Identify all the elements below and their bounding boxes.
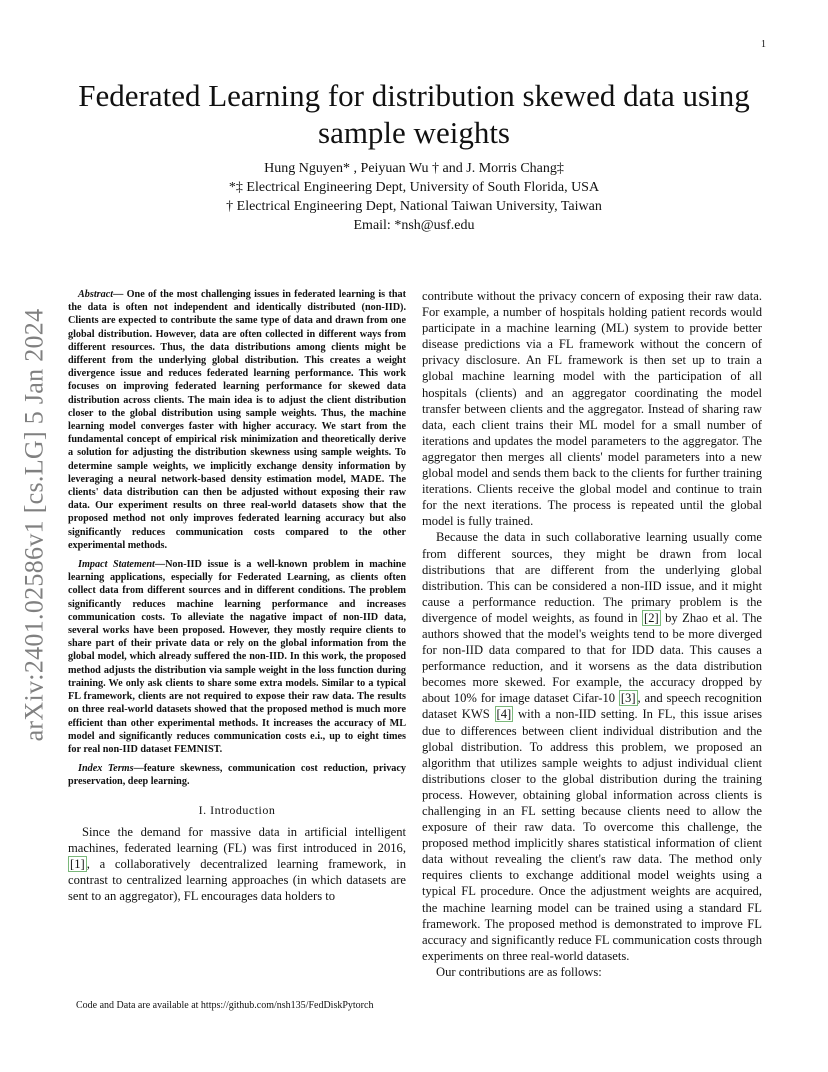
impact-statement xyxy=(68,558,406,756)
right-paragraph-1: contribute without the privacy concern of exposing their raw data. For example, a number of hospitals holding patient records would participate in a machine learning (ML) system to provide better disease predictions via a FL framework without the concern of privacy disclosure. An FL framework is then set up to train a global machine learning model with the participation of all hospitals (clients) and an aggregator coordinating the model transfer between clients and the aggregator. Instead of sharing raw data, each client trains their ML model for a small number of iterations and updates the model parameters to the aggregator. The aggregator then merges all clients' model parameters into a new global model and sends them back to the clients for further training iterations. Clients receive the global model and continue to train for the next iterations. The process is repeated until the global model is fully trained. xyxy=(422,289,762,529)
citation-link[interactable]: [1] xyxy=(70,856,85,871)
author-block xyxy=(60,159,768,235)
index-terms-label: Index Terms xyxy=(78,763,134,775)
right-text-d: with a non-IID setting. In FL, this issue arises due to differences between client individual distribution and the global distribution. To address this problem, we proposed an algorithm that utilizes sample weights to adjust individual client distributions closer to the global distribution during the training process. However, obtaining global information across clients is challenging in an FL setting because clients need to allow the exposure of their raw data. To overcome this challenge, the proposed method implicitly shares statistical information of client data without revealing the client's raw data. The method only requires clients to exchange additional model weights using a typical FL procedure. Once the adjustment weights are acquired, the machine learning model can be trained using a standard FL framework. The proposed method is demonstrated to improve FL accuracy and significantly reduce FL communication costs through experiments on three real-world datasets. xyxy=(422,707,762,963)
affiliation-usf: *‡ Electrical Engineering Dept, University of South Florida, USA xyxy=(228,180,600,195)
footnote: Code and Data are available at https://github.com/nsh135/FedDiskPytorch xyxy=(76,1000,374,1011)
impact-text: —Non-IID issue is a well-known problem in machine learning applications, especially for Federated Learning, as clients often collect data from different sources and in different conditions. The problem significantly reduces machine learning performance and increases communication costs. To alleviate the nagative impact of non-IID data, several works have been proposed. However, they mostly require clients to share part of their private data or rely on the global information from the global model, which already suffered the non-IID. In this work, the proposed method adjusts the distribution via sample weight in the loss function during training. We only ask clients to share some extra models. Similar to a typical FL framework, clients are not required to expose their raw data. The results on three real-world datasets showed that the proposed method is much more efficient than other experimental methods. It increases the accuracy of ML model and significantly reduces communication costs e.i., up to eight times for real non-IID dataset FEMNIST. xyxy=(68,559,406,755)
affiliation-ntu: † Electrical Engineering Dept, National Taiwan University, Taiwan xyxy=(226,199,602,214)
paper-title: Federated Learning for distribution skewed data using sample weights xyxy=(78,78,750,150)
page-number: 1 xyxy=(761,39,766,50)
citation-link[interactable]: [2] xyxy=(644,610,659,625)
citation-link[interactable]: [4] xyxy=(496,707,512,722)
intro-text-b: , a collaboratively decentralized learning framework, in contrast to centralized learning approaches (in which datasets are sent to an aggregator), FL encourages data holders to xyxy=(68,856,406,903)
index-terms xyxy=(68,762,406,788)
right-paragraph-2 xyxy=(422,529,762,964)
author-names: Hung Nguyen* , Peiyuan Wu † and J. Morris Chang‡ xyxy=(264,161,564,176)
arxiv-identifier xyxy=(20,295,48,755)
right-paragraph-3: Our contributions are as follows: xyxy=(436,964,602,979)
left-column xyxy=(68,288,406,904)
abstract xyxy=(68,288,406,552)
right-text-b: by Zhao et al. The authors showed that the model's weights tend to be more diverged for non-IID data compared to that for IDD data. This causes a performance reduction, and it worsens as the data distribution becomes more skewed. For example, the accuracy dropped by about 10% for image dataset Cifar-10 xyxy=(422,610,762,706)
intro-text-a: Since the demand for massive data in artificial intelligent machines, federated learning (FL) was first introduced in 2016, xyxy=(68,824,406,855)
intro-paragraph-1 xyxy=(68,824,406,904)
abstract-label: Abstract xyxy=(78,289,114,300)
contact-email: Email: *nsh@usf.edu xyxy=(353,218,475,233)
index-terms-text: —feature skewness, communication cost reduction, privacy preservation, deep learning. xyxy=(68,763,406,788)
right-text-c: , and speech recognition dataset KWS xyxy=(422,691,762,722)
abstract-text: — One of the most challenging issues in federated learning is that the data is often not independent and identically distributed (non-IID). Clients are expected to contribute the same type of data and drawn from one global distribution. However, data are often collected in different ways from different resources. Thus, the data distributions among clients might be different from the underlying global distribution. This creates a weight divergence issue and reduces federated learning performance. This work focuses on improving federated learning performance for skewed data distribution across clients. The main idea is to adjust the client distribution closer to the global distribution using sample weights. Thus, the machine learning model converges faster with higher accuracy. We start from the fundamental concept of empirical risk minimization and theoretically derive a solution for adjusting the distribution skewness using sample weights. To determine sample weights, we implicitly exchange density information by leveraging a neural network-based density estimation model, MADE. The clients' data distribution can then be adjusted without exposing their raw data. Our experiment results on three real-world datasets show that the proposed method not only improves federated learning accuracy but also significantly reduces communication costs compared to the other experimental methods. xyxy=(68,289,406,551)
section-heading-introduction: I. Introduction xyxy=(198,802,276,817)
right-column xyxy=(422,288,762,980)
right-text-a: Because the data in such collaborative learning usually come from different sources, they might be drawn from local distributions that are different from the underlying global distribution. This can be considered a non-IID issue, and it might cause a performance reduction. The primary problem is the divergence of model weights, as found in xyxy=(422,530,762,625)
citation-link[interactable]: [3] xyxy=(620,691,636,706)
impact-label: Impact Statement xyxy=(78,559,155,571)
arxiv-identifier-text: arXiv:2401.02586v1 [cs.LG] 5 Jan 2024 xyxy=(19,308,48,742)
